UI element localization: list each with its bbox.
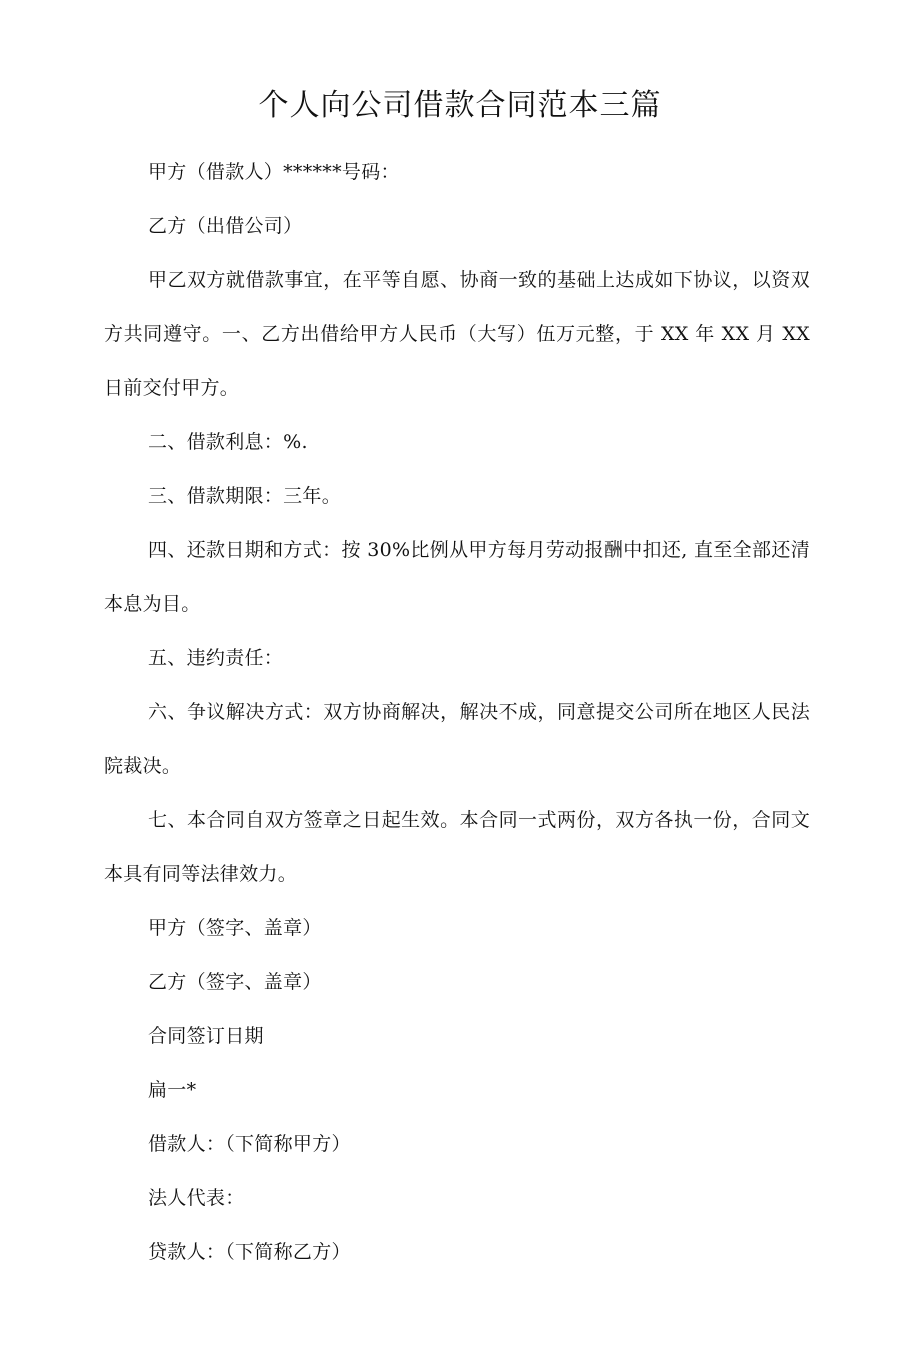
clause-dispute: 六、争议解决方式：双方协商解决，解决不成，同意提交公司所在地区人民法院裁决。 bbox=[104, 701, 810, 777]
lender-line: 贷款人：（下简称乙方） bbox=[148, 1241, 351, 1263]
clause-interest: 二、借款利息：%. bbox=[148, 431, 308, 453]
party-b-signature: 乙方（签字、盖章） bbox=[148, 971, 322, 993]
party-b-line: 乙方（出借公司） bbox=[148, 215, 303, 237]
document-title: 个人向公司借款合同范本三篇 bbox=[258, 88, 662, 123]
clause-effective: 七、本合同自双方签章之日起生效。本合同一式两份，双方各执一份，合同文本具有同等法律效力。 bbox=[104, 809, 810, 885]
signing-date: 合同签订日期 bbox=[148, 1025, 264, 1047]
party-a-signature: 甲方（签字、盖章） bbox=[148, 917, 322, 939]
clause-term: 三、借款期限：三年。 bbox=[148, 485, 342, 507]
clause-breach: 五、违约责任： bbox=[148, 647, 284, 669]
clause-repayment: 四、还款日期和方式：按 30%比例从甲方每月劳动报酬中扣还, 直至全部还清本息为目。 bbox=[104, 539, 810, 615]
legal-representative-line: 法人代表： bbox=[148, 1187, 245, 1209]
section-heading: 扁一* bbox=[148, 1079, 197, 1101]
borrower-line: 借款人：（下简称甲方） bbox=[148, 1133, 351, 1155]
party-a-line: 甲方（借款人）******号码： bbox=[148, 161, 400, 183]
document-body bbox=[104, 145, 810, 1279]
agreement-intro-paragraph: 甲乙双方就借款事宜，在平等自愿、协商一致的基础上达成如下协议，以资双方共同遵守。一、乙方出借给甲方人民币（大写）伍万元整，于 XX 年 XX 月 XX 日前交付甲方。 bbox=[104, 269, 810, 399]
